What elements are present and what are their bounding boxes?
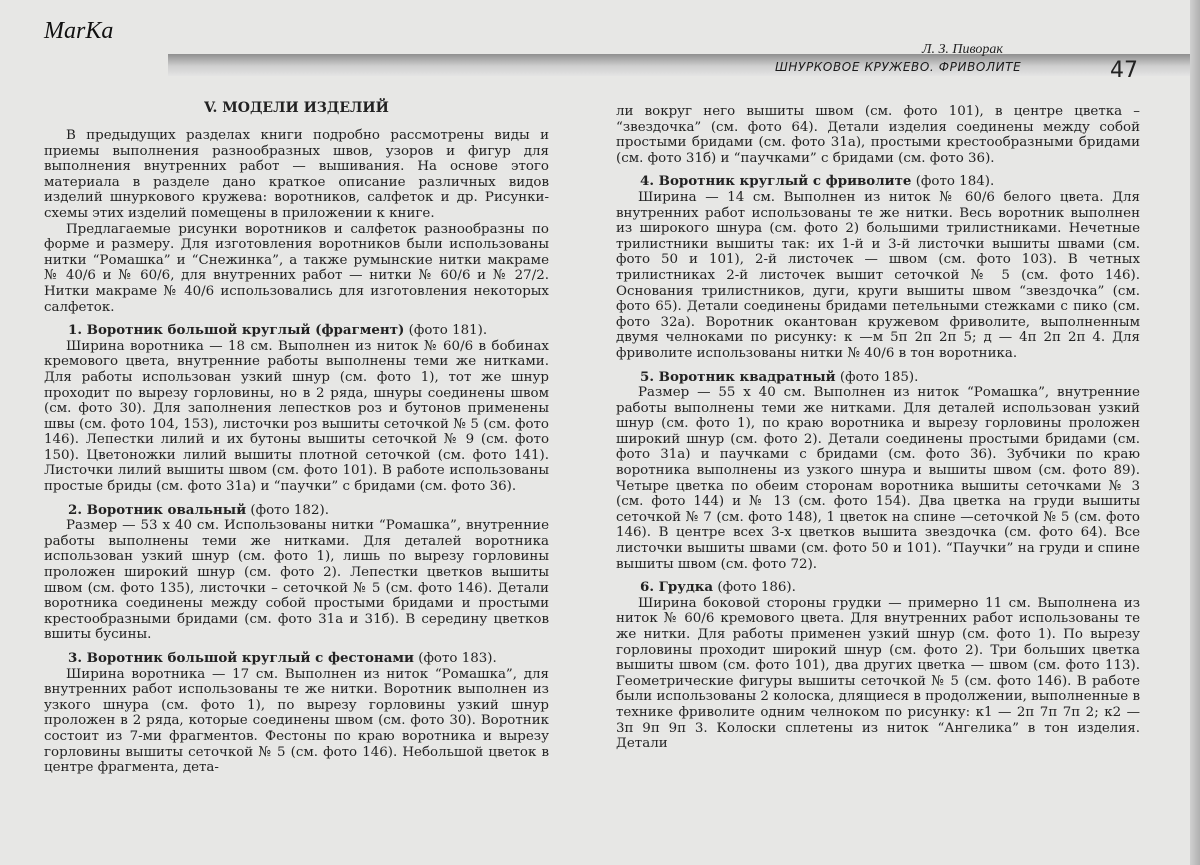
item-6-photo: (фото 186).	[713, 580, 796, 596]
right-column	[616, 104, 1140, 752]
item-1	[44, 323, 549, 495]
item-2-title-line	[44, 503, 549, 519]
item-3-photo: (фото 183).	[413, 651, 497, 666]
item-6-text: Ширина боковой стороны грудки — примерно 11 см. Выполнена из ниток № 60/6 кремового цвета. Для внутренних работ использованы те же нитки. Для работы применен узкий шнур (см. фото 1). По вырезу горловины проходит широкий шнур (см. фото 2). Три больших цветка вышиты швом (см. фото 101), два других цветка — швом (см. фото 113). Геометрические фигуры вышиты сеточкой № 5 (см. фото 146). В работе были использованы 2 колоска, длящиеся в продолжении, выполненные в технике фриволите одним челноком по рисунку: к1 — 2п 7п 7п 2; к2 — 3п 9п 9п 3. Колоски сплетены из ниток “Ангелика” в тон изделия. Детали	[616, 595, 1140, 752]
item-4-photo: (фото 184).	[911, 174, 995, 190]
item-4-text: Ширина — 14 см. Выполнен из ниток № 60/6 белого цвета. Для внутренних работ использованы те же нитки. Весь воротник выполнен из широкого шнура (см. фото 2) большими трилистниками. Нечетные трилистники вышиты так: их 1-й и 3-й листочки вышиты швами (см. фото 50 и 101), 2-й листочек — швом (см. фото 103). В четных трилистниках 2-й листочек вышит сеточкой № 5 (см. фото 146). Основания трилистников, дуги, круги вышиты швом “звездочка” (см. фото 65). Детали соединены бридами петельными стежками с пико (см. фото 32а). Воротник окантован кружевом фриволите, выполненным двумя челноками по рисунку: к —м 5п 2п 2п 5; д — 4п 2п 2п 4. Для фриволите использованы нитки № 40/6 в тон воротника.	[616, 189, 1140, 361]
page-number: 47	[1110, 58, 1138, 83]
watermark: MarKa	[44, 18, 114, 44]
item-3-title-line	[44, 651, 549, 667]
item-4-title-line	[616, 174, 1140, 190]
item-4	[616, 174, 1140, 361]
item-6-title-line	[616, 580, 1140, 596]
item-1-photo: (фото 181).	[404, 323, 488, 339]
item-2	[44, 503, 549, 643]
item-3-title: 3. Воротник большой круглый с фестонами	[68, 650, 414, 666]
item-6-title: 6. Грудка	[640, 579, 714, 596]
item-5-title-line	[616, 370, 1140, 386]
author-signature: Л. З. Пиворак	[922, 42, 1003, 57]
item-5-text: Размер — 55 х 40 см. Выполнен из ниток “Ромашка”, внутренние работы выполнены теми же нитками. Для деталей использован узкий шнур (см. фото 1), по краю воротника и вырезу горловины проложен широкий шнур (см. фото 2). Детали соединены простыми бридами (см. фото 31а) и паучками с бридами (см. фото 36). Зубчики по краю воротника выполнены из узкого шнура и вышиты швом (см. фото 89). Четыре цветка по обеим сторонам воротника вышиты сеточками № 3 (см. фото 144) и № 13 (см. фото 154). Два цветка на груди вышиты сеточкой № 7 (см. фото 148), 1 цветок на спине —сеточкой № 5 (см. фото 146). В центре всех 3-х цветков вышита звездочка (см. фото 64). Все листочки вышиты швами (см. фото 50 и 101). “Паучки” на груди и спине вышиты швом (см. фото 72).	[616, 385, 1140, 572]
left-column	[44, 100, 549, 776]
section-title: V. МОДЕЛИ ИЗДЕЛИЙ	[204, 100, 389, 116]
item-3	[44, 651, 549, 776]
item-5	[616, 370, 1140, 573]
continued-paragraph: ли вокруг него вышиты швом (см. фото 101), в центре цветка – “звездочка” (см. фото 64). Детали изделия соединены между собой простыми бридами (см. фото 31а), простыми крестообразными бридами (см. фото 31б) и “паучками” с бридами (см. фото 36).	[616, 104, 1140, 166]
item-3-text: Ширина воротника — 17 см. Выполнен из ниток “Ромашка”, для внутренних работ использованы те же нитки. Воротник выполнен из узкого шнура (см. фото 1), по вырезу горловины узкий шнур проложен в 2 ряда, которые соединены швом (см. фото 30). Воротник состоит из 7-ми фрагментов. Фестоны по краю воротника и вырезу горловины вышиты сеточкой № 5 (см. фото 146). Небольшой цветок в центре фрагмента, дета-	[44, 666, 549, 776]
item-2-text: Размер — 53 х 40 см. Использованы нитки “Ромашка”, внутренние работы выполнены теми же нитками. Для деталей воротника использован узкий шнур (см. фото 1), лишь по вырезу горловины проложен широкий шнур (см. фото 2). Лепестки цветков вышиты швом (см. фото 135), листочки – сеточкой № 5 (см. фото 146). Детали воротника соединены между собой простыми бридами и простыми крестообразными бридами (см. фото 31а и 31б). В середину цветков вшиты бусины.	[44, 518, 549, 643]
item-2-photo: (фото 182).	[246, 502, 329, 518]
item-1-title: 1. Воротник большой круглый (фрагмент)	[68, 322, 405, 339]
item-4-title: 4. Воротник круглый с фриволите	[640, 173, 912, 190]
header-band	[168, 54, 1200, 76]
item-1-title-line	[44, 323, 549, 339]
item-5-photo: (фото 185).	[835, 369, 919, 385]
intro-paragraph-2: Предлагаемые рисунки воротников и салфеток разнообразны по форме и размеру. Для изготовления воротников были использованы нитки “Ромашка” и “Снежинка”, а также румынские нитки макраме № 40/6 и № 60/6, для внутренних работ — нитки № 60/6 и № 27/2. Нитки макраме № 40/6 использовались для изготовления некоторых салфеток.	[44, 221, 549, 315]
page-edge-shadow	[1190, 0, 1200, 865]
running-head: ШНУРКОВОЕ КРУЖЕВО. ФРИВОЛИТЕ	[775, 60, 1022, 74]
item-5-title: 5. Воротник квадратный	[640, 368, 836, 385]
item-1-text: Ширина воротника — 18 см. Выполнен из ниток № 60/6 в бобинах кремового цвета, внутренние работы выполнены теми же нитками. Для работы использован узкий шнур (см. фото 1), тот же шнур проходит по вырезу горловины, но в 2 ряда, шнуры соединены швом (см. фото 30). Для заполнения лепестков роз и бутонов применены швы (см. фото 104, 153), листочки роз вышиты сеточкой № 5 (см. фото 146). Лепестки лилий и их бутоны вышиты сеточкой № 9 (см. фото 150). Цветоножки лилий вышиты плотной сеточкой (см. фото 141). Листочки лилий вышиты швом (см. фото 101). В работе использованы простые бриды (см. фото 31а) и “паучки” с бридами (см. фото 36).	[44, 338, 549, 495]
item-6	[616, 580, 1140, 752]
intro-paragraph-1: В предыдущих разделах книги подробно рассмотрены виды и приемы выполнения разнообразных швов, узоров и фигур для выполнения внутренних работ — вышивания. На основе этого материала в разделе дано краткое описание различных видов изделий шнуркового кружева: воротников, салфеток и др. Рисунки-схемы этих изделий помещены в приложении к книге.	[44, 128, 549, 221]
item-2-title: 2. Воротник овальный	[68, 501, 247, 518]
